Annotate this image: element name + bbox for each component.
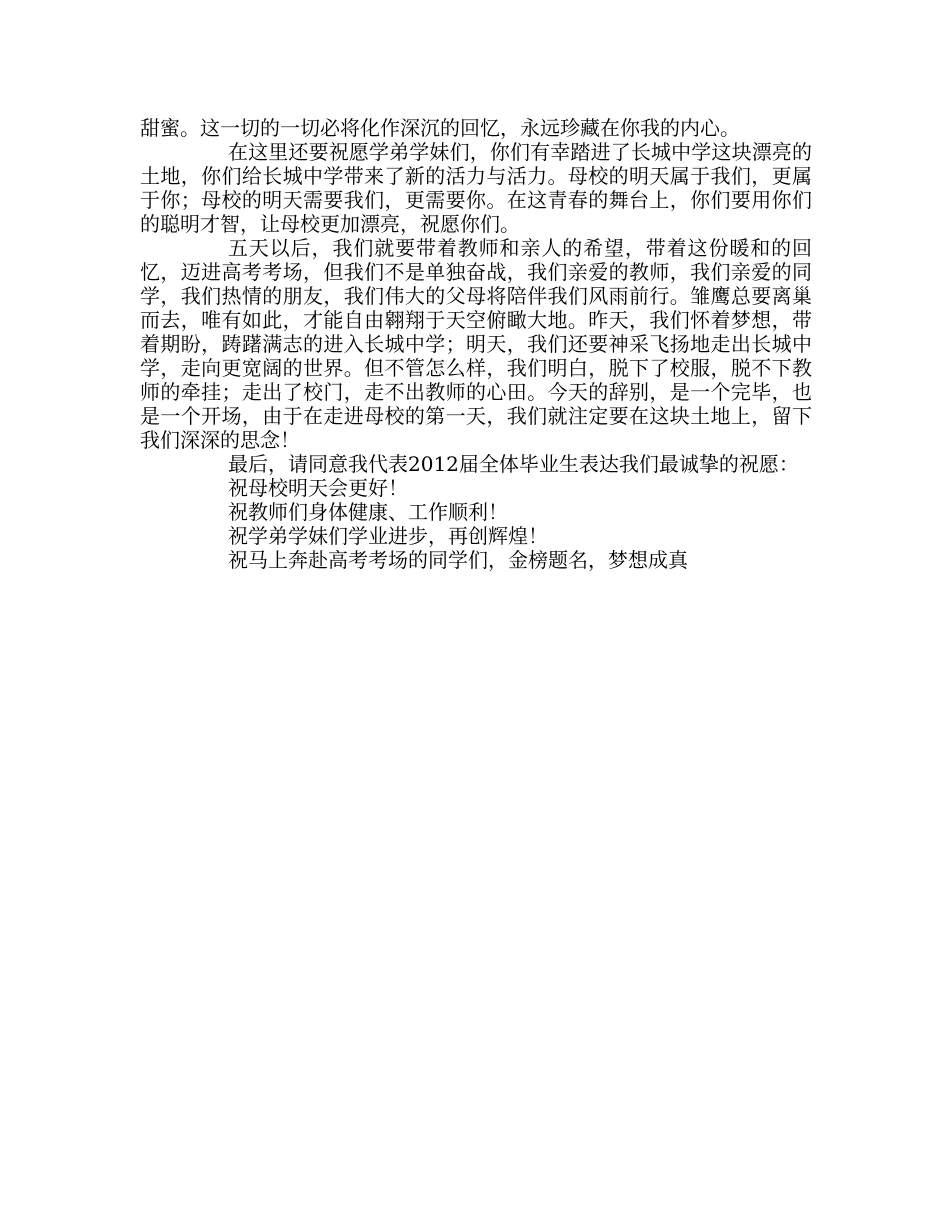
wish-line: 祝马上奔赴高考考场的同学们，金榜题名，梦想成真: [228, 548, 688, 572]
document-body: [140, 116, 812, 572]
paragraph-continuation: 甜蜜。这一切的一切必将化作深沉的回忆，永远珍藏在你我的内心。: [140, 116, 740, 140]
wish-line: 祝学弟学妹们学业进步，再创辉煌！: [228, 524, 548, 548]
wish-line: 祝母校明天会更好！: [228, 476, 408, 500]
paragraph-closing-intro: 最后，请同意我代表2012届全体毕业生表达我们最诚挚的祝愿：: [228, 452, 799, 476]
paragraph-exam-farewell: 五天以后，我们就要带着教师和亲人的希望，带着这份暖和的回忆，迈进高考考场，但我们不是单独奋战，我们亲爱的教师，我们亲爱的同学，我们热情的朋友，我们伟大的父母将陪伴我们风雨前行。雏鹰总要离巢而去，唯有如此，才能自由翱翔于天空俯瞰大地。昨天，我们怀着梦想，带着期盼，踌躇满志的进入长城中学；明天，我们还要神采飞扬地走出长城中学，走向更宽阔的世界。但不管怎么样，我们明白，脱下了校服，脱不下教师的牵挂；走出了校门，走不出教师的心田。今天的辞别，是一个完毕，也是一个开场，由于在走进母校的第一天，我们就注定要在这块土地上，留下我们深深的思念！: [140, 236, 812, 452]
wish-line: 祝教师们身体健康、工作顺利！: [228, 500, 508, 524]
paragraph-wishes-juniors: 在这里还要祝愿学弟学妹们，你们有幸踏进了长城中学这块漂亮的土地，你们给长城中学带来了新的活力与活力。母校的明天属于我们，更属于你；母校的明天需要我们，更需要你。在这青春的舞台上，你们要用你们的聪明才智，让母校更加漂亮，祝愿你们。: [140, 140, 812, 236]
